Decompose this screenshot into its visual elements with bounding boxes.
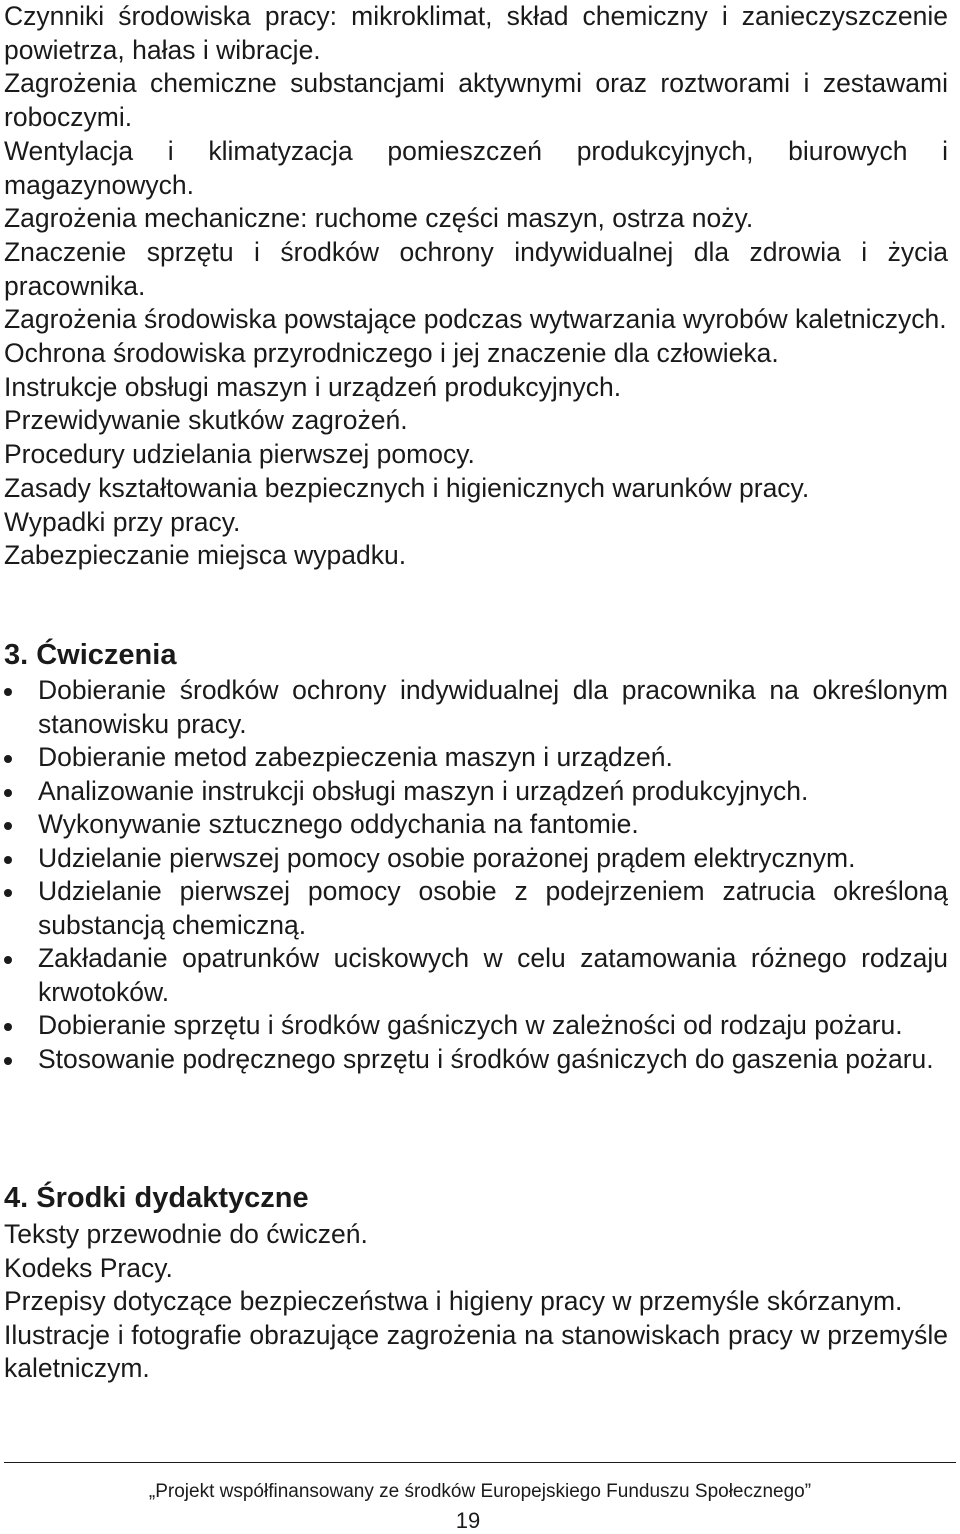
topic-item: Zagrożenia chemiczne substancjami aktywnymi oraz roztworami i zestawami roboczymi. [4, 68, 948, 133]
exercise-item [4, 1009, 948, 1043]
footer-divider [4, 1462, 956, 1463]
exercise-item [4, 674, 948, 741]
topic-item: Procedury udzielania pierwszej pomocy. [4, 439, 475, 470]
exercise-text: Zakładanie opatrunków uciskowych w celu zatamowania różnego rodzaju krwotoków. [38, 943, 948, 1007]
exercise-text: Wykonywanie sztucznego oddychania na fantomie. [38, 809, 639, 839]
topic-item: Wentylacja i klimatyzacja pomieszczeń produkcyjnych, biurowych i magazynowych. [4, 135, 948, 200]
topic-item: Zagrożenia mechaniczne: ruchome części maszyn, ostrza noży. [4, 203, 754, 234]
exercise-text: Udzielanie pierwszej pomocy osobie z podejrzeniem zatrucia określoną substancją chemiczną. [38, 876, 948, 940]
exercise-text: Udzielanie pierwszej pomocy osobie porażonej prądem elektrycznym. [38, 842, 856, 873]
topic-item: Czynniki środowiska pracy: mikroklimat, skład chemiczny i zanieczyszczenie powietrza, hałas i wibracje. [4, 1, 948, 65]
page-number: 19 [455, 1508, 481, 1533]
topic-item: Znaczenie sprzętu i środków ochrony indywidualnej dla zdrowia i życia pracownika. [4, 236, 948, 301]
topic-item: Zagrożenia środowiska powstające podczas wytwarzania wyrobów kaletniczych. [4, 304, 947, 335]
footer-project-note: „Projekt współfinansowany ze środków Europejskiego Funduszu Społecznego” [148, 1481, 812, 1502]
topic-item: Instrukcje obsługi maszyn i urządzeń produkcyjnych. [4, 371, 622, 402]
topic-item: Ochrona środowiska przyrodniczego i jej znaczenie dla człowieka. [4, 338, 779, 369]
material-item: Kodeks Pracy. [4, 1252, 173, 1283]
topics-list [4, 0, 948, 573]
exercises-heading: 3. Ćwiczenia [4, 639, 177, 671]
exercise-text: Stosowanie podręcznego sprzętu i środków gaśniczych do gaszenia pożaru. [38, 1043, 934, 1074]
material-item: Przepisy dotyczące bezpieczeństwa i higieny pracy w przemyśle skórzanym. [4, 1286, 903, 1316]
exercise-text: Dobieranie metod zabezpieczenia maszyn i urządzeń. [38, 742, 673, 772]
bullet-icon [4, 688, 12, 696]
exercise-text: Dobieranie sprzętu i środków gaśniczych w zależności od rodzaju pożaru. [38, 1010, 903, 1040]
bullet-icon [4, 889, 12, 897]
exercise-item [4, 1043, 948, 1077]
topic-item: Przewidywanie skutków zagrożeń. [4, 405, 408, 436]
topic-item: Wypadki przy pracy. [4, 506, 241, 537]
exercise-item [4, 875, 948, 942]
materials-list [4, 1218, 948, 1386]
material-item: Ilustracje i fotografie obrazujące zagrożenia na stanowiskach pracy w przemyśle kaletniczym. [4, 1319, 948, 1383]
bullet-icon [4, 789, 12, 797]
document-page [4, 0, 948, 1383]
exercise-item [4, 775, 948, 809]
topic-item: Zasady kształtowania bezpiecznych i higienicznych warunków pracy. [4, 472, 810, 503]
bullet-icon [4, 755, 12, 763]
exercise-text: Analizowanie instrukcji obsługi maszyn i urządzeń produkcyjnych. [38, 775, 809, 806]
exercise-item [4, 942, 948, 1009]
bullet-icon [4, 1023, 12, 1031]
topic-item: Zabezpieczanie miejsca wypadku. [4, 540, 407, 571]
bullet-icon [4, 822, 12, 830]
exercise-text: Dobieranie środków ochrony indywidualnej dla pracownika na określonym stanowisku pracy. [38, 675, 948, 739]
exercise-item [4, 842, 948, 876]
exercise-item [4, 808, 948, 842]
bullet-icon [4, 956, 12, 964]
bullet-icon [4, 856, 12, 864]
exercise-item [4, 741, 948, 775]
bullet-icon [4, 1057, 12, 1065]
materials-heading: 4. Środki dydaktyczne [4, 1182, 309, 1214]
exercises-list [4, 674, 948, 1076]
material-item: Teksty przewodnie do ćwiczeń. [4, 1219, 368, 1249]
